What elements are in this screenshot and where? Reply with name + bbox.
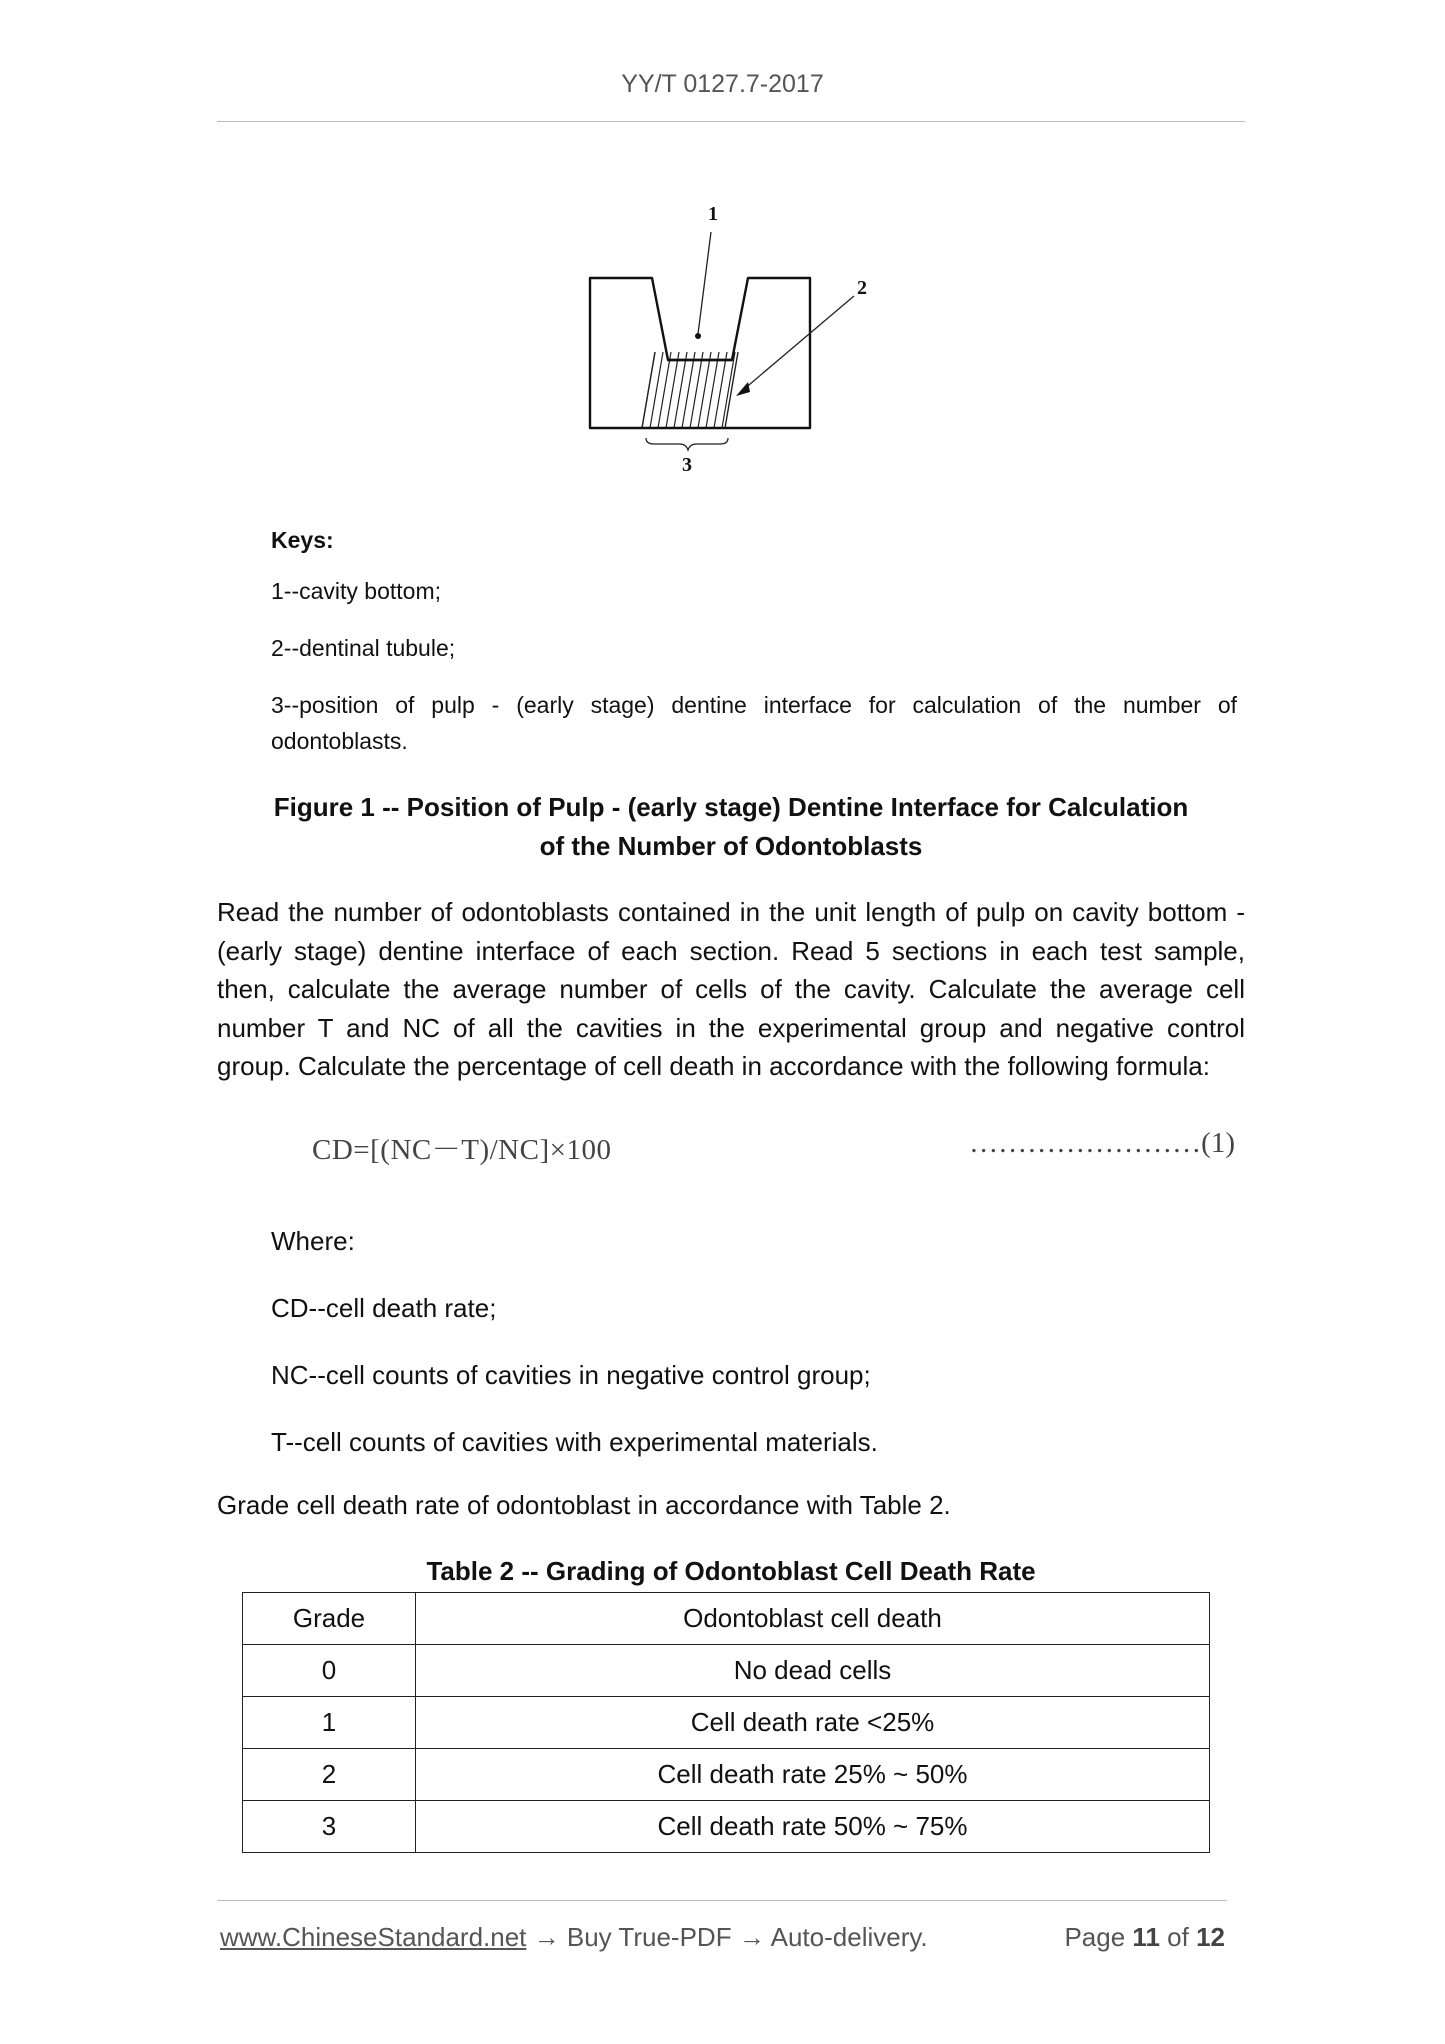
figure-keys [271,527,1237,780]
key-item: 3--position of pulp - (early stage) dentine interface for calculation of the number of odontoblasts. [271,692,1237,754]
table-row [243,1697,1210,1749]
table-header-cell: Grade [243,1593,416,1645]
page-total: 12 [1196,1922,1225,1952]
table-header-cell: Odontoblast cell death [416,1593,1210,1645]
formula-expression: CD=[(NC－T)/NC]×100 [312,1134,612,1166]
table-cell: Cell death rate <25% [416,1697,1210,1749]
figure-caption-line: of the Number of Odontoblasts [539,831,923,861]
figure-label-3: 3 [682,454,692,476]
table-cell: 1 [243,1697,416,1749]
table-cell: 2 [243,1749,416,1801]
tooth-outline [590,278,810,428]
table-cell: 0 [243,1645,416,1697]
arrow-icon: → [738,1922,765,1952]
page-number [1000,1922,1225,1953]
table-row [243,1749,1210,1801]
of-word: of [1167,1922,1189,1952]
formula-number: ……………………(1) [969,1127,1235,1159]
figure-caption-line: Figure 1 -- Position of Pulp - (early stage) Dentine Interface for Calculation [273,792,1189,822]
figure-caption [217,788,1245,866]
leader-1 [698,232,711,334]
key-item: 1--cavity bottom; [271,578,441,604]
keys-heading: Keys: [271,527,334,553]
arrow-icon: → [533,1922,560,1952]
leader-2 [743,296,854,390]
table-cell: 3 [243,1801,416,1853]
site-link[interactable]: www.ChineseStandard.net [220,1922,527,1952]
where-item: T--cell counts of cavities with experimental materials. [271,1427,878,1457]
table-cell: No dead cells [416,1645,1210,1697]
table-row [243,1645,1210,1697]
header-divider [217,121,1245,122]
grade-paragraph: Grade cell death rate of odontoblast in accordance with Table 2. [217,1490,951,1520]
footer-promo [220,1922,928,1953]
where-item: NC--cell counts of cavities in negative control group; [271,1360,871,1390]
footer-delivery: Auto-delivery. [770,1922,928,1952]
table-cell: Cell death rate 25% ~ 50% [416,1749,1210,1801]
where-heading: Where: [271,1226,355,1256]
body-paragraph: Read the number of odontoblasts contained in the unit length of pulp on cavity bottom - (early stage) dentine interface of each section. Read 5 sections in each test sample, then, calculate the average number of cells of the cavity. Calculate the average cell number T and NC of all the cavities in the experimental group and negative control group. Calculate the percentage of cell death in accordance with the following formula: [217,897,1245,1081]
figure-label-1: 1 [708,203,718,225]
grading-table [242,1592,1210,1853]
where-block [271,1222,1245,1490]
page-word: Page [1064,1922,1126,1952]
footer-buy: Buy True-PDF [566,1922,732,1952]
document-code: YY/T 0127.7-2017 [621,70,824,98]
brace-3 [646,438,728,450]
cavity-diagram [560,200,940,490]
key-item: 2--dentinal tubule; [271,635,456,661]
table-cell: Cell death rate 50% ~ 75% [416,1801,1210,1853]
table-row [243,1801,1210,1853]
page-current: 11 [1132,1922,1160,1952]
table-title: Table 2 -- Grading of Odontoblast Cell Death Rate [426,1556,1036,1586]
hatch-lines [642,352,735,428]
figure-label-2: 2 [857,277,867,299]
footer-divider [217,1900,1227,1901]
table-header-row [243,1593,1210,1645]
where-item: CD--cell death rate; [271,1293,497,1323]
